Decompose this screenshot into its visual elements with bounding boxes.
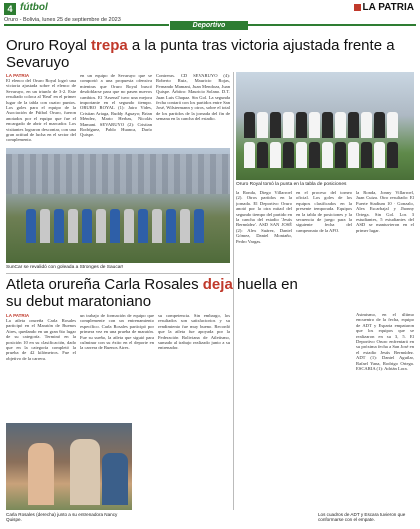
article1-col5-text: en el proceso del torneo oficial. Los goles de los equipos clasificados en la presente temporada. Equipos en la tabla de posiciones y la secuencia de juego para la siguiente fecha del campeonato de la AFO. — [296, 190, 352, 233]
article-divider — [6, 273, 230, 274]
article1-col4-text: la Ronda, Diego Villarroel (2). Otros partidos en la jornada. El Deportivo Oruro anotó por la otra mitad del segundo tiempo del partido en la cancha del estadio 'Jesús Bermúdez'. ASD SAN JOSÉ (2): Alex Suárez, Daniel Gómez, Daniel Montaño, Pedro Vargas. — [236, 190, 292, 244]
team-photo-suncar — [6, 148, 230, 263]
article2-col1-text: La atleta orureña Carla Rosales participó en el Maratón de Buenos Aires, quedando en un gran 6to lugar de su categoría. Terminó en la posición 10 en su clasificación, dado que en la categoría completó la prueba de 42 kilómetros. Fue el objetivo de la carrera. — [6, 318, 76, 361]
article2-byline: LA PATRIA — [6, 313, 30, 318]
article2-col3 — [158, 313, 230, 509]
dateline: Oruro - Bolivia, lunes 25 de septiembre de 2023 — [4, 17, 121, 23]
article1-col7 — [356, 312, 414, 508]
header-rule-left — [4, 24, 169, 26]
section-title: fútbol — [20, 2, 48, 13]
article2-col2-text: un trabajo de formación de equipo que complemente con un entrenamiento específico. Carla Rosales participó por primera vez en una prueba de maratón. Fue su sueño, la atleta que siguió para culminar con su éxito en el deporte en la carrera de Buenos Aires. — [80, 313, 154, 351]
header-rule-right — [248, 24, 416, 26]
article2-headline: Atleta orureña Carla Rosales deja huella en su debut maratoniano — [6, 276, 298, 310]
page-number: 4 — [4, 3, 16, 15]
article1-headline: Oruro Royal trepa a la punta tras victoria ajustada frente a Sevaruyo — [6, 37, 395, 71]
results-caption: Los cuadros de ADT y Escara tuvieron que conformarse con el empate. — [318, 512, 406, 522]
photo-carla-rosales — [6, 423, 132, 510]
article2-col1 — [6, 313, 76, 419]
team-photo-oruro-royal — [236, 72, 414, 180]
section-banner: Deportivo — [170, 21, 248, 30]
photo1-caption: SunCar se revalidó con goleada a Stronges de Saucar! — [6, 265, 124, 270]
article2-col2 — [80, 313, 154, 419]
article1-byline: LA PATRIA — [6, 73, 30, 78]
article1-col3-text: Contreras. CD SEVARUYO (4): Roberto Ruiz, Mauricio Rojas, Fernando Mamani, Juan Mendoza, Juan Quispe. Árbitro: Mauricio Solano. D.T. Juan Luis Chapaz. Sin Gol. La segunda fecha contará con los partidos entre San José, Wilstermann y otros, sobre el total de los partidos de la jornada del fin de semana en la cancha del estadio. — [156, 73, 230, 122]
flag-icon — [354, 4, 361, 11]
photo2-caption: Oruro Royal tomó la punta en la tabla de posiciones — [236, 182, 347, 187]
article2-col3-text: su competencia. Sin embargo, los resultados son satisfactorios y su rendimiento fue muy bueno. Recordó que la atleta fue apoyada por la Federación Boliviana de Atletismo, sumado al trabajo realizado junto a su entrenador. — [158, 313, 230, 351]
article1-col2 — [80, 73, 152, 145]
newspaper-logo: LA PATRIA — [354, 2, 414, 13]
article1-col3 — [156, 73, 230, 145]
article1-col4 — [236, 190, 292, 508]
article1-col6 — [356, 190, 414, 310]
article1-col6-text: la Ronda, Jonny Villarroel, Juan Cuiza. Otro resultado: El Fuerte Stadium 10 · Gonzalo, Alex Escarbajal y Jhonny Ortega. Sin Gol. Los 3 estudiantes, 5 estudiantes del ASD se mantuvieron en el primer lugar. — [356, 190, 414, 233]
article1-col2-text: en un equipo de Sevaruyo que se comportó a una propuesta ofensiva mientras que Oruro Royal buscó desdoblarse para que no pasen nuevos cambios. El 'Arsenal' tuvo una mejora importante en el segundo tiempo. ORURO ROYAL (1): Jairo Vides, Cristian Ariaga, Ruddy Aguayo; Brian Méndez, Mario Herbas, Nicolás Mamani. SEVARUYO (2): Cristian Rodríguez, Pablo Huanca, Darío Quispe. — [80, 73, 152, 138]
photo3-caption: Carla Rosales (derecha) junto a su entrenadora Nancy Quispe. — [6, 512, 118, 522]
article1-col1 — [6, 73, 76, 145]
page-header — [0, 0, 420, 28]
article1-col5 — [296, 190, 352, 508]
article1-col7-text: Asimismo, en el último encuentro de la fecha, equipo de ADT y Esparta empataron que los equipos que se realizaron en su 3, 5. El Deportivo Oruro enfrentará en su próxima fecha a San José en el estadio Jesús Bermúdez. ADT (1): Daniel Aguilar, Rafael Yana, Rodrigo Ortega. ESCARIA (1): Adrián Lora. — [356, 312, 414, 372]
article1-col1-text: El elenco del Oruro Royal logró una victoria ajustada sobre el elenco de Sevaruyo, en un triunfo de 3-2. Este resultado coloca al 'Real' en el primer lugar de la tabla con cuatro puntos. Los goles para el equipo de la Asociación de Fútbol Oruro, fueron anotados por el equipo que fue el encargado de abrir el marcador. Los visitantes lograron descontar, con una gran actitud de lucha en el sector del complemento. — [6, 78, 76, 143]
